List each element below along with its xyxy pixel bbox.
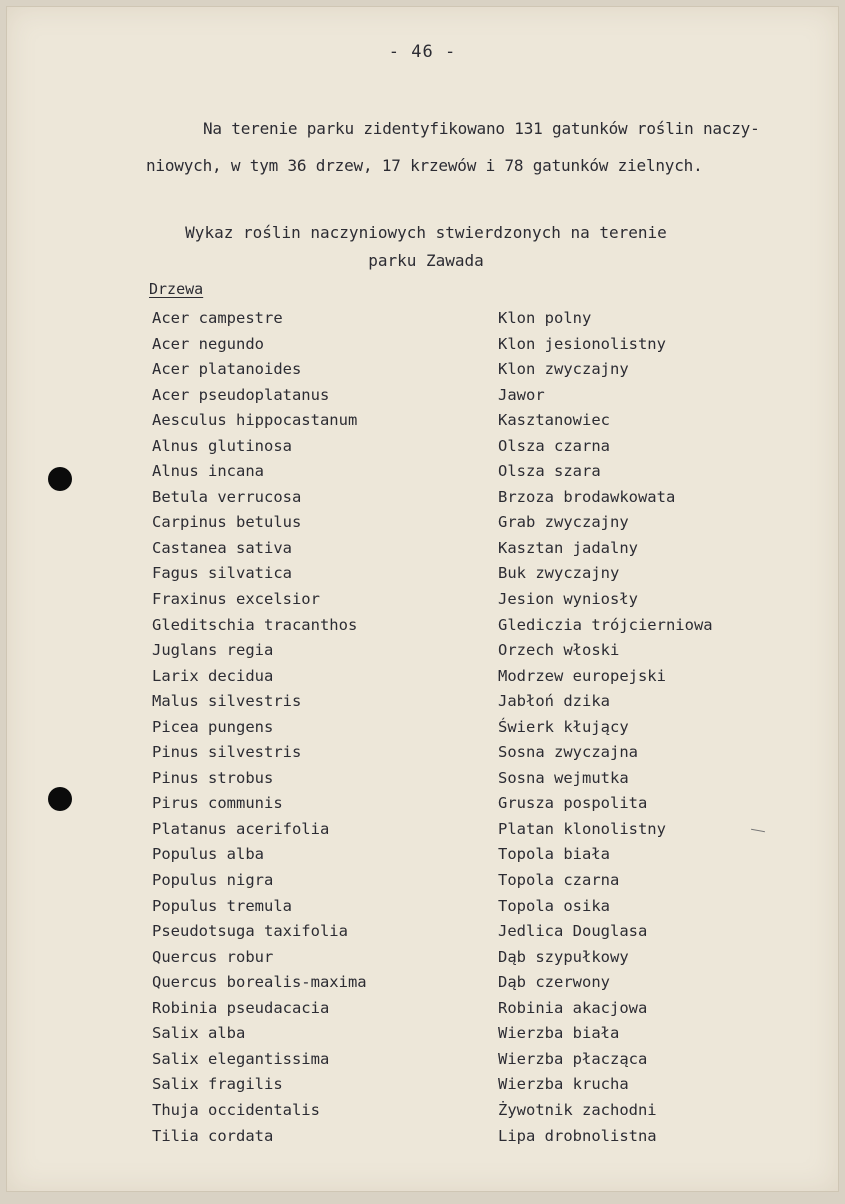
punch-hole	[48, 787, 72, 811]
polish-name: Dąb czerwony	[498, 973, 610, 992]
latin-name: Quercus robur	[152, 947, 274, 966]
stray-pen-mark	[751, 829, 765, 832]
latin-name: Carpinus betulus	[152, 513, 302, 532]
latin-name: Acer negundo	[152, 334, 264, 353]
latin-name: Acer platanoides	[152, 360, 302, 379]
species-row	[152, 638, 713, 664]
species-row	[152, 485, 713, 511]
polish-name: Dąb szypułkowy	[498, 947, 629, 966]
polish-name: Klon polny	[498, 309, 592, 327]
species-row	[152, 842, 713, 868]
polish-name: Topola biała	[498, 845, 610, 864]
polish-name: Modrzew europejski	[498, 666, 666, 685]
species-list	[152, 306, 713, 1149]
species-row	[152, 817, 713, 843]
species-row	[152, 791, 713, 817]
latin-name: Tilia cordata	[152, 1126, 274, 1145]
polish-name: Klon jesionolistny	[498, 334, 666, 353]
species-row	[152, 689, 713, 715]
list-title	[6, 219, 845, 275]
species-row	[152, 970, 713, 996]
species-row	[152, 357, 713, 383]
latin-name: Thuja occidentalis	[152, 1100, 320, 1119]
polish-name: Jedlica Douglasa	[498, 922, 648, 941]
species-row	[152, 945, 713, 971]
species-row	[152, 996, 713, 1022]
species-row	[152, 715, 713, 741]
latin-name: Betula verrucosa	[152, 487, 302, 506]
list-title-line: parku Zawada	[368, 251, 484, 270]
latin-name: Populus tremula	[152, 896, 292, 915]
polish-name: Grusza pospolita	[498, 794, 648, 813]
polish-name: Lipa drobnolistna	[498, 1126, 657, 1145]
latin-name: Pinus strobus	[152, 768, 274, 787]
latin-name: Pinus silvestris	[152, 743, 302, 762]
species-row	[152, 408, 713, 434]
species-row	[152, 383, 713, 409]
latin-name: Alnus glutinosa	[152, 436, 292, 455]
latin-name: Alnus incana	[152, 462, 264, 481]
latin-name: Platanus acerifolia	[152, 819, 330, 838]
latin-name: Malus silvestris	[152, 692, 302, 711]
polish-name: Glediczia trójcierniowa	[498, 615, 713, 634]
latin-name: Salix elegantissima	[152, 1049, 330, 1068]
polish-name: Sosna zwyczajna	[498, 743, 638, 762]
list-title-line: Wykaz roślin naczyniowych stwierdzonych na terenie	[185, 223, 667, 242]
polish-name: Kasztan jadalny	[498, 538, 638, 557]
punch-hole	[48, 467, 72, 491]
polish-name: Kasztanowiec	[498, 411, 610, 430]
polish-name: Świerk kłujący	[498, 717, 629, 736]
polish-name: Olsza szara	[498, 462, 601, 481]
latin-name: Quercus borealis-maxima	[152, 973, 367, 992]
polish-name: Brzoza brodawkowata	[498, 487, 676, 506]
species-row	[152, 664, 713, 690]
latin-name: Acer pseudoplatanus	[152, 385, 330, 404]
polish-name: Jabłoń dzika	[498, 692, 610, 711]
polish-name: Klon zwyczajny	[498, 360, 629, 379]
species-row	[152, 613, 713, 639]
polish-name: Olsza czarna	[498, 436, 610, 455]
latin-name: Juglans regia	[152, 641, 274, 660]
polish-name: Platan klonolistny	[498, 819, 666, 838]
polish-name: Wierzba płacząca	[498, 1049, 648, 1068]
species-row	[152, 434, 713, 460]
species-row	[152, 510, 713, 536]
latin-name: Pirus communis	[152, 794, 283, 813]
latin-name: Populus nigra	[152, 871, 274, 890]
latin-name: Picea pungens	[152, 717, 274, 736]
latin-name: Castanea sativa	[152, 538, 292, 557]
species-row	[152, 561, 713, 587]
latin-name: Fraxinus excelsior	[152, 590, 320, 609]
latin-name: Pseudotsuga taxifolia	[152, 922, 348, 941]
polish-name: Wierzba biała	[498, 1024, 620, 1043]
polish-name: Grab zwyczajny	[498, 513, 629, 532]
latin-name: Fagus silvatica	[152, 564, 292, 583]
species-row	[152, 1098, 713, 1124]
latin-name: Aesculus hippocastanum	[152, 411, 358, 430]
latin-name: Larix decidua	[152, 666, 274, 685]
species-row	[152, 868, 713, 894]
species-row	[152, 536, 713, 562]
document-page	[6, 6, 839, 1192]
species-row	[152, 740, 713, 766]
polish-name: Żywotnik zachodni	[498, 1100, 657, 1119]
intro-line: Na terenie parku zidentyfikowano 131 gatunków roślin naczy-	[203, 119, 760, 138]
intro-line: niowych, w tym 36 drzew, 17 krzewów i 78 gatunków zielnych.	[146, 156, 703, 175]
species-row	[152, 894, 713, 920]
polish-name: Topola osika	[498, 896, 610, 915]
latin-name: Robinia pseudacacia	[152, 998, 330, 1017]
intro-paragraph	[146, 110, 826, 184]
latin-name: Gleditschia tracanthos	[152, 615, 358, 634]
latin-name: Acer campestre	[152, 309, 283, 327]
species-row	[152, 1047, 713, 1073]
page-number: - 46 -	[388, 42, 457, 62]
latin-name: Salix alba	[152, 1024, 246, 1043]
polish-name: Orzech włoski	[498, 641, 620, 660]
species-row	[152, 587, 713, 613]
polish-name: Sosna wejmutka	[498, 768, 629, 787]
polish-name: Topola czarna	[498, 871, 620, 890]
latin-name: Salix fragilis	[152, 1075, 283, 1094]
species-row	[152, 1072, 713, 1098]
species-row	[152, 1124, 713, 1150]
polish-name: Robinia akacjowa	[498, 998, 648, 1017]
species-row	[152, 919, 713, 945]
species-row	[152, 459, 713, 485]
species-row	[152, 306, 713, 332]
species-row	[152, 766, 713, 792]
polish-name: Wierzba krucha	[498, 1075, 629, 1094]
polish-name: Jawor	[498, 385, 545, 404]
species-row	[152, 1021, 713, 1047]
section-heading: Drzewa	[149, 280, 204, 298]
polish-name: Jesion wyniosły	[498, 590, 638, 609]
species-row	[152, 332, 713, 358]
latin-name: Populus alba	[152, 845, 264, 864]
polish-name: Buk zwyczajny	[498, 564, 620, 583]
